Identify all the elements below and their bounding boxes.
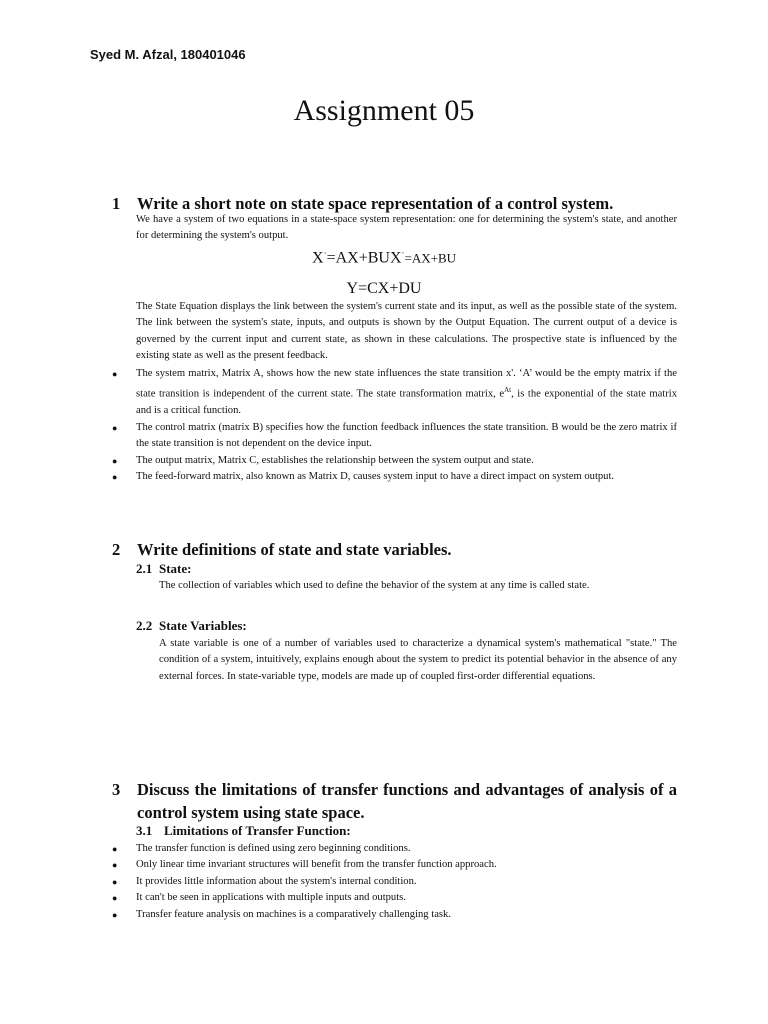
- list-item: ● The control matrix (matrix B) specifies how the function feedback influences the state transition. B would be the zero matrix if the state transition is not dependent on the device input.: [112, 421, 677, 450]
- list-item: ● The output matrix, Matrix C, establishes the relationship between the system output and state.: [136, 453, 677, 469]
- bullet-icon: ●: [112, 893, 118, 904]
- bullet-icon: ●: [112, 844, 118, 854]
- bullet-icon: ●: [112, 876, 118, 887]
- bullet-icon: ●: [112, 369, 118, 379]
- subsection-3-1-heading: [136, 823, 536, 841]
- bullet-icon: ●: [112, 860, 118, 871]
- bullet-icon: ●: [112, 909, 118, 920]
- section-number: 2: [112, 540, 121, 559]
- output-equation: Y=CX+DU: [346, 280, 422, 297]
- state-variables-definition: A state variable is one of a number of variables used to characterize a dynamical system's mathematical "state." The condition of a system, intuitively, explains enough about the system to predict its potential behavior in the absence of any external forces. In state-variable type, models are made up of coupled first-order differential equations.: [159, 638, 677, 682]
- list-item: ● The transfer function is defined using zero beginning conditions.: [136, 841, 677, 857]
- bullet-icon: ●: [112, 422, 118, 433]
- list-item: ● It provides little information about the system's internal condition.: [136, 874, 677, 890]
- section-1-body: The State Equation displays the link between the system's current state and its input, as well as the possible state of the system. The link between the system's state, inputs, and outputs is shown by the Output Equation. The current output of a device is governed by the current input and current state, as shown in these calculations. The prospective state is influenced by the existing state as well as the present feedback.: [136, 301, 677, 362]
- list-item: ● The system matrix, Matrix A, shows how the new state influences the state transition x'. ‘A’ would be the empty matrix if the state transition is independent of the current state. The state transformation matrix, $e^{At}$, is the exponential of the state matrix and is a critical function.: [112, 368, 677, 417]
- subsection-number: 3.1: [136, 823, 153, 838]
- list-item: ● Only linear time invariant structures will benefit from the transfer function approach.: [136, 857, 677, 873]
- eq-tail: =AX+BU: [404, 250, 456, 266]
- section-title: Write definitions of state and state variables.: [137, 540, 452, 559]
- eq-part: =AX+BUX: [326, 249, 402, 267]
- subsection-number: 2.2: [136, 618, 153, 633]
- eq-x: X: [312, 249, 324, 267]
- list-item: ● It can't be seen in applications with multiple inputs and outputs.: [136, 890, 677, 906]
- section-1-intro: We have a system of two equations in a state-space system representation: one for determining the system's state, and another for determining the system's output.: [136, 214, 677, 242]
- subsection-number: 2.1: [136, 561, 153, 576]
- subsection-title: State Variables:: [159, 618, 247, 633]
- section-number: 3: [112, 780, 121, 799]
- subsection-2-2-heading: [136, 618, 536, 636]
- section-title: Discuss the limitations of transfer functions and advantages of analysis of a control system using state space.: [137, 780, 677, 822]
- bullet-icon: ●: [112, 471, 118, 482]
- section-3-heading: [112, 778, 678, 826]
- state-definition: The collection of variables which used to define the behavior of the system at any time is called state.: [159, 580, 590, 591]
- section-1-bullets: [112, 366, 677, 485]
- subsection-title: Limitations of Transfer Function:: [164, 823, 351, 838]
- subsection-2-1-heading: [136, 561, 536, 579]
- subsection-title: State:: [159, 561, 192, 576]
- section-number: 1: [112, 194, 121, 213]
- section-title: Write a short note on state space representation of a control system.: [137, 194, 614, 213]
- state-equation: X·=AX+BUX·=AX+BU: [312, 248, 456, 267]
- author-line: Syed M. Afzal, 180401046: [90, 47, 246, 62]
- list-item: ● The feed-forward matrix, also known as Matrix D, causes system input to have a direct impact on system output.: [136, 469, 677, 485]
- page-title: Assignment 05: [293, 94, 475, 127]
- section-3-bullets: [112, 841, 677, 923]
- section-2-heading: [112, 538, 712, 562]
- bullet-icon: ●: [112, 455, 118, 466]
- list-item: ● Transfer feature analysis on machines is a comparatively challenging task.: [136, 907, 677, 923]
